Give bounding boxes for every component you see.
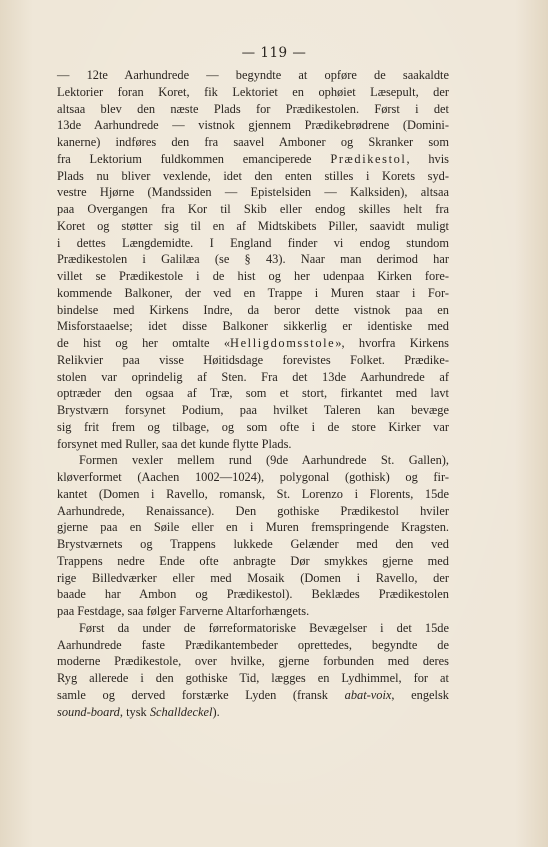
text-segment: moderne Prædikestole, over hvilke, gjerne forbunden med deres <box>57 654 449 669</box>
emphasized-text: Prædikestol <box>330 151 407 166</box>
text-segment: Ryg allerede i den gothiske Tid, lægges en Lydhimmel, for at <box>57 671 449 685</box>
text-line <box>57 419 449 436</box>
text-segment: vestre Hjørne (Mandssiden — Epistelsiden — Kalksiden), altsaa <box>57 185 449 200</box>
text-segment: Aarhundrede faste Prædikantembeder oprettedes, begyndte de <box>57 637 449 652</box>
text-line <box>57 369 449 386</box>
text-line <box>57 402 449 419</box>
text-segment: gjerne paa en Søile eller en i Muren fremspringende Kragsten. <box>57 520 449 535</box>
page-number: — 119 — <box>241 45 307 61</box>
text-line <box>57 452 449 469</box>
paragraph <box>57 67 449 452</box>
text-segment: , tysk <box>119 704 150 719</box>
text-line <box>57 620 449 637</box>
text-segment: Brystværn forsynet Podium, paa hvilket Taleren kan bevæge <box>57 403 449 417</box>
text-line <box>57 318 449 335</box>
text-segment: bindelse med Kirkens Indre, da beror dette vistnok paa en <box>57 302 449 317</box>
emphasized-text: abat-voix <box>344 687 392 702</box>
text-line <box>57 637 449 654</box>
text-segment: i dettes Længdemidte. I England finder vi endog stundom <box>57 235 449 250</box>
paragraph <box>57 620 449 721</box>
text-segment: optræder den ogsaa af Træ, som et stort, firkantet med lavt <box>57 386 449 401</box>
body-text <box>57 67 449 720</box>
text-segment: sig frit frem og tilbage, og som ofte i de store Kirker var <box>57 419 449 434</box>
text-line <box>57 586 449 603</box>
text-segment: rige Billedværker eller med Mosaik (Domen i Ravello, der <box>57 570 449 585</box>
text-segment: stolen var oprindelig af Sten. Fra det 13de Aarhundrede af <box>57 369 449 384</box>
text-segment: Plads nu bliver vexlende, idet den enten stilles i Korets syd- <box>57 168 449 183</box>
text-segment: Relikvier paa visse Høitidsdage forevistes Folket. Prædike- <box>57 352 449 367</box>
text-line <box>57 268 449 285</box>
text-segment: , engelsk <box>391 687 449 702</box>
text-line <box>57 168 449 185</box>
text-line <box>57 687 449 704</box>
text-line <box>57 469 449 486</box>
text-segment: ). <box>212 704 220 719</box>
text-segment: kløverformet (Aachen 1002—1024), polygonal (gothisk) og fir- <box>57 470 449 484</box>
text-segment: Trappens nedre Ende ofte anbragte Dør smykkes gjerne med <box>57 553 449 568</box>
text-line <box>57 67 449 84</box>
text-line <box>57 519 449 536</box>
text-line <box>57 285 449 302</box>
emphasized-text: Helligdomsstole <box>230 336 336 350</box>
paragraph <box>57 452 449 620</box>
text-line <box>57 553 449 570</box>
text-line <box>57 503 449 520</box>
text-line <box>57 84 449 101</box>
text-line <box>57 302 449 319</box>
emphasized-text: Schalldeckel <box>149 704 213 719</box>
text-line <box>57 101 449 118</box>
text-line <box>57 184 449 201</box>
text-line <box>57 201 449 218</box>
text-line <box>57 385 449 402</box>
text-line <box>57 134 449 151</box>
text-segment: Brystværnets og Trappens lukkede Gelænder med den ved <box>57 537 449 551</box>
text-line <box>57 486 449 503</box>
text-line <box>57 117 449 134</box>
text-segment: paa Overgangen fra Kor til Skib eller endog skilles helt fra <box>57 202 449 216</box>
text-segment: Først da under de førreformatoriske Bevægelser i det 15de <box>79 620 449 635</box>
text-line <box>57 704 449 721</box>
text-segment: fra Lektorium fuldkommen emanciperede <box>57 151 331 166</box>
text-segment: villet se Prædikestole i de hist og her udenpaa Kirken fore- <box>57 269 449 283</box>
text-segment: kommende Balkoner, der ved en Trappe i Muren staar i For- <box>57 285 449 300</box>
text-segment: Formen vexler mellem rund (9de Aarhundrede St. Gallen), <box>79 453 449 468</box>
text-segment: kanerne) indføres den fra saavel Amboner og Skranker som <box>57 135 449 149</box>
text-line <box>57 653 449 670</box>
text-line <box>57 235 449 252</box>
text-segment: — 12te Aarhundrede — begyndte at opføre de saakaldte <box>57 68 449 82</box>
text-segment: altsaa blev den næste Plads for Prædikestolen. Først i det <box>57 101 449 116</box>
text-segment: Koret og støtter sig til en af Midtskibets Piller, saavidt muligt <box>57 218 449 233</box>
text-line <box>57 603 449 620</box>
text-segment: forsynet med Ruller, saa det kunde flytte Plads. <box>57 436 292 451</box>
text-segment: baade har Ambon og Prædikestol). Beklædes Prædikestolen <box>57 587 449 602</box>
text-line <box>57 570 449 587</box>
text-segment: paa Festdage, saa følger Farverne Altarforhængets. <box>57 604 310 618</box>
text-line <box>57 536 449 553</box>
text-segment: 13de Aarhundrede — vistnok gjennem Prædikebrødrene (Domini- <box>57 118 449 133</box>
text-segment: », hvorfra Kirkens <box>335 336 449 350</box>
text-segment: Lektorier foran Koret, fik Lektoriet en ophøiet Læsepult, der <box>57 84 449 99</box>
text-line <box>57 218 449 235</box>
text-segment: de hist og her omtalte « <box>57 336 231 350</box>
text-line <box>57 436 449 453</box>
text-segment: Aarhundrede, Renaissance). Den gothiske Prædikestol hviler <box>57 503 449 518</box>
text-segment: Misforstaaelse; idet disse Balkoner sikkerlig er identiske med <box>57 319 449 334</box>
text-segment: kantet (Domen i Ravello, romansk, St. Lorenzo i Florents, 15de <box>57 486 449 501</box>
text-segment: Prædikestolen i Galilæa (se § 43). Naar man derimod har <box>57 252 449 267</box>
text-line <box>57 352 449 369</box>
text-line <box>57 670 449 687</box>
emphasized-text: sound-board <box>57 704 120 719</box>
text-segment: samle og derved forstærke Lyden (fransk <box>57 687 345 702</box>
text-segment: , hvis <box>406 151 449 166</box>
text-line <box>57 251 449 268</box>
text-line <box>57 151 449 168</box>
text-line <box>57 335 449 352</box>
